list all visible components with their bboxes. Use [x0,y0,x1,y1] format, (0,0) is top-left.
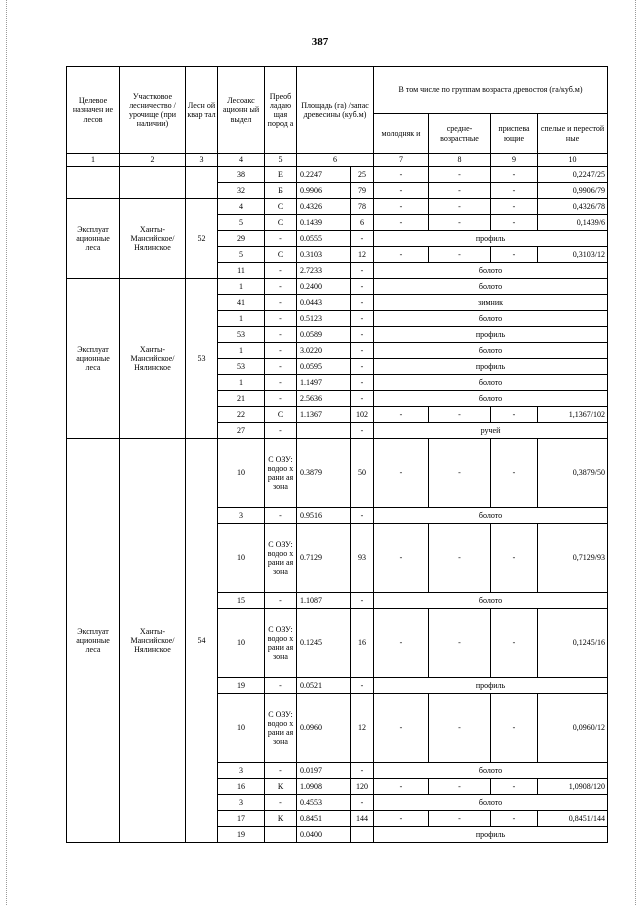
header-mature: спелые и перестой ные [538,114,608,154]
quarter-cell: 53 [186,279,218,439]
stock-cell: 12 [351,247,374,263]
scan-edge-right [635,0,636,905]
area-cell [297,423,351,439]
species-cell: Е [265,167,297,183]
purpose-cell: Эксплуат ационные леса [67,279,120,439]
stock-cell: - [351,327,374,343]
maturing-cell: - [491,609,538,678]
stock-cell: 102 [351,407,374,423]
area-cell: 1.1367 [297,407,351,423]
header-age-groups: В том числе по группам возраста древостоя (га/куб.м) [374,67,608,114]
species-cell: - [265,359,297,375]
forestry-cell: Ханты-Мансийское/ Нялинское [120,279,186,439]
young-cell: - [374,439,429,508]
stock-cell: - [351,423,374,439]
area-cell: 0.7129 [297,524,351,593]
stock-cell: - [351,311,374,327]
plot-cell: 10 [218,609,265,678]
mature-cell: 0,2247/25 [538,167,608,183]
young-cell: - [374,811,429,827]
area-cell: 0.2247 [297,167,351,183]
header-forestry: Участковое лесничество /урочище (при наличии) [120,67,186,154]
note-cell: болото [374,263,608,279]
species-cell: - [265,295,297,311]
note-cell: болото [374,391,608,407]
plot-cell: 53 [218,359,265,375]
mature-cell: 1,0908/120 [538,779,608,795]
stock-cell: - [351,593,374,609]
table-body [67,167,608,843]
area-cell: 0.0197 [297,763,351,779]
plot-cell: 53 [218,327,265,343]
young-cell: - [374,694,429,763]
header-plot: Лесоакс ационн ый выдел [218,67,265,154]
area-cell: 0.9906 [297,183,351,199]
purpose-cell [67,167,120,199]
plot-cell: 3 [218,795,265,811]
species-cell: - [265,231,297,247]
stock-cell: - [351,263,374,279]
middle-aged-cell: - [429,215,491,231]
plot-cell: 1 [218,375,265,391]
column-number: 3 [186,154,218,167]
middle-aged-cell: - [429,609,491,678]
plot-cell: 1 [218,279,265,295]
maturing-cell: - [491,407,538,423]
maturing-cell: - [491,779,538,795]
area-cell: 0.3879 [297,439,351,508]
stock-cell: - [351,295,374,311]
species-cell: - [265,391,297,407]
middle-aged-cell: - [429,247,491,263]
area-cell: 0.5123 [297,311,351,327]
table-row [67,167,608,183]
stock-cell: 78 [351,199,374,215]
note-cell: зимник [374,295,608,311]
area-cell: 0.4553 [297,795,351,811]
note-cell: профиль [374,231,608,247]
species-cell: - [265,795,297,811]
maturing-cell: - [491,183,538,199]
stock-cell: 16 [351,609,374,678]
note-cell: болото [374,593,608,609]
stock-cell: - [351,279,374,295]
note-cell: болото [374,343,608,359]
plot-cell: 3 [218,763,265,779]
header-area: Площадь (га) /запас древесины (куб.м) [297,67,374,154]
note-cell: болото [374,375,608,391]
maturing-cell: - [491,524,538,593]
stock-cell: - [351,231,374,247]
species-cell: С [265,215,297,231]
species-cell: С ОЗУ: водоо храни ая зона [265,439,297,508]
stock-cell: - [351,678,374,694]
species-cell: - [265,279,297,295]
young-cell: - [374,609,429,678]
species-cell: - [265,327,297,343]
plot-cell: 21 [218,391,265,407]
stock-cell: 120 [351,779,374,795]
area-cell: 0.1439 [297,215,351,231]
mature-cell: 0,7129/93 [538,524,608,593]
note-cell: профиль [374,359,608,375]
area-cell: 1.1087 [297,593,351,609]
species-cell: - [265,763,297,779]
area-cell: 0.3103 [297,247,351,263]
stock-cell: 50 [351,439,374,508]
maturing-cell: - [491,811,538,827]
stock-cell: 6 [351,215,374,231]
area-cell: 0.4326 [297,199,351,215]
area-cell: 0.8451 [297,811,351,827]
plot-cell: 1 [218,311,265,327]
plot-cell: 3 [218,508,265,524]
plot-cell: 10 [218,694,265,763]
mature-cell: 0,3879/50 [538,439,608,508]
species-cell: - [265,375,297,391]
species-cell: - [265,593,297,609]
plot-cell: 1 [218,343,265,359]
column-number: 5 [265,154,297,167]
species-cell: К [265,779,297,795]
mature-cell: 1,1367/102 [538,407,608,423]
note-cell: болото [374,279,608,295]
header-maturing: приспева ющие [491,114,538,154]
mature-cell: 0,3103/12 [538,247,608,263]
table-row [67,439,608,508]
plot-cell: 17 [218,811,265,827]
stock-cell: - [351,375,374,391]
young-cell: - [374,407,429,423]
maturing-cell: - [491,247,538,263]
plot-cell: 15 [218,593,265,609]
header-quarter: Лесн ой квар тал [186,67,218,154]
column-number: 1 [67,154,120,167]
column-number: 7 [374,154,429,167]
area-cell: 0.0443 [297,295,351,311]
stock-cell: - [351,795,374,811]
middle-aged-cell: - [429,183,491,199]
species-cell: С ОЗУ: водоо храни ая зона [265,609,297,678]
mature-cell: 0,0960/12 [538,694,608,763]
maturing-cell: - [491,694,538,763]
young-cell: - [374,524,429,593]
species-cell: - [265,263,297,279]
quarter-cell: 54 [186,439,218,843]
area-cell: 2.7233 [297,263,351,279]
table-row [67,279,608,295]
note-cell: болото [374,508,608,524]
middle-aged-cell: - [429,199,491,215]
column-number: 8 [429,154,491,167]
species-cell: С [265,407,297,423]
species-cell: - [265,508,297,524]
stock-cell: - [351,343,374,359]
plot-cell: 10 [218,439,265,508]
plot-cell: 32 [218,183,265,199]
young-cell: - [374,167,429,183]
area-cell: 0.0555 [297,231,351,247]
column-number: 4 [218,154,265,167]
area-cell: 3.0220 [297,343,351,359]
area-cell: 0.0595 [297,359,351,375]
plot-cell: 29 [218,231,265,247]
mature-cell: 0,1439/6 [538,215,608,231]
header-purpose: Целевое назначен ие лесов [67,67,120,154]
stock-cell [351,827,374,843]
stock-cell: - [351,763,374,779]
note-cell: профиль [374,327,608,343]
page-number: 387 [311,36,329,48]
middle-aged-cell: - [429,779,491,795]
plot-cell: 4 [218,199,265,215]
mature-cell: 0,8451/144 [538,811,608,827]
mature-cell: 0,9906/79 [538,183,608,199]
plot-cell: 10 [218,524,265,593]
mature-cell: 0,4326/78 [538,199,608,215]
stock-cell: 79 [351,183,374,199]
maturing-cell: - [491,199,538,215]
middle-aged-cell: - [429,524,491,593]
column-number: 10 [538,154,608,167]
column-number-row [67,154,608,167]
forestry-cell: Ханты-Мансийское/ Нялинское [120,199,186,279]
area-cell: 0.1245 [297,609,351,678]
middle-aged-cell: - [429,167,491,183]
purpose-cell: Эксплуат ационные леса [67,439,120,843]
area-cell: 0.0521 [297,678,351,694]
maturing-cell: - [491,215,538,231]
species-cell: С [265,199,297,215]
species-cell: - [265,311,297,327]
stock-cell: 144 [351,811,374,827]
plot-cell: 5 [218,215,265,231]
plot-cell: 5 [218,247,265,263]
plot-cell: 22 [218,407,265,423]
area-cell: 0.0589 [297,327,351,343]
stock-cell: - [351,359,374,375]
plot-cell: 11 [218,263,265,279]
maturing-cell: - [491,439,538,508]
header-middle-aged: средне-возрастные [429,114,491,154]
column-number: 2 [120,154,186,167]
note-cell: болото [374,795,608,811]
species-cell: К [265,811,297,827]
quarter-cell: 52 [186,199,218,279]
young-cell: - [374,183,429,199]
header-species: Преоб ладаю щая пород а [265,67,297,154]
plot-cell: 27 [218,423,265,439]
plot-cell: 41 [218,295,265,311]
forestry-cell: Ханты-Мансийское/ Нялинское [120,439,186,843]
area-cell: 2.5636 [297,391,351,407]
note-cell: болото [374,311,608,327]
purpose-cell: Эксплуат ационные леса [67,199,120,279]
species-cell [265,827,297,843]
area-cell: 0.9516 [297,508,351,524]
stock-cell: 25 [351,167,374,183]
mature-cell: 0,1245/16 [538,609,608,678]
stock-cell: - [351,508,374,524]
scan-edge-left [6,0,7,905]
maturing-cell: - [491,167,538,183]
middle-aged-cell: - [429,694,491,763]
quarter-cell [186,167,218,199]
header-young: молодняк и [374,114,429,154]
middle-aged-cell: - [429,811,491,827]
young-cell: - [374,779,429,795]
note-cell: ручей [374,423,608,439]
stock-cell: - [351,391,374,407]
area-cell: 1.1497 [297,375,351,391]
stock-cell: 93 [351,524,374,593]
young-cell: - [374,199,429,215]
species-cell: - [265,423,297,439]
plot-cell: 19 [218,827,265,843]
header-row [67,67,608,114]
area-cell: 0.2400 [297,279,351,295]
forest-table [66,66,608,843]
young-cell: - [374,215,429,231]
plot-cell: 19 [218,678,265,694]
note-cell: профиль [374,827,608,843]
stock-cell: 12 [351,694,374,763]
plot-cell: 16 [218,779,265,795]
forestry-cell [120,167,186,199]
species-cell: С ОЗУ: водоо храни ая зона [265,524,297,593]
species-cell: - [265,678,297,694]
young-cell: - [374,247,429,263]
column-number: 6 [297,154,374,167]
note-cell: профиль [374,678,608,694]
middle-aged-cell: - [429,407,491,423]
plot-cell: 38 [218,167,265,183]
species-cell: С ОЗУ: водоо храни ая зона [265,694,297,763]
middle-aged-cell: - [429,439,491,508]
species-cell: С [265,247,297,263]
species-cell: Б [265,183,297,199]
table-row [67,199,608,215]
area-cell: 1.0908 [297,779,351,795]
species-cell: - [265,343,297,359]
note-cell: болото [374,763,608,779]
column-number: 9 [491,154,538,167]
area-cell: 0.0960 [297,694,351,763]
area-cell: 0.0400 [297,827,351,843]
